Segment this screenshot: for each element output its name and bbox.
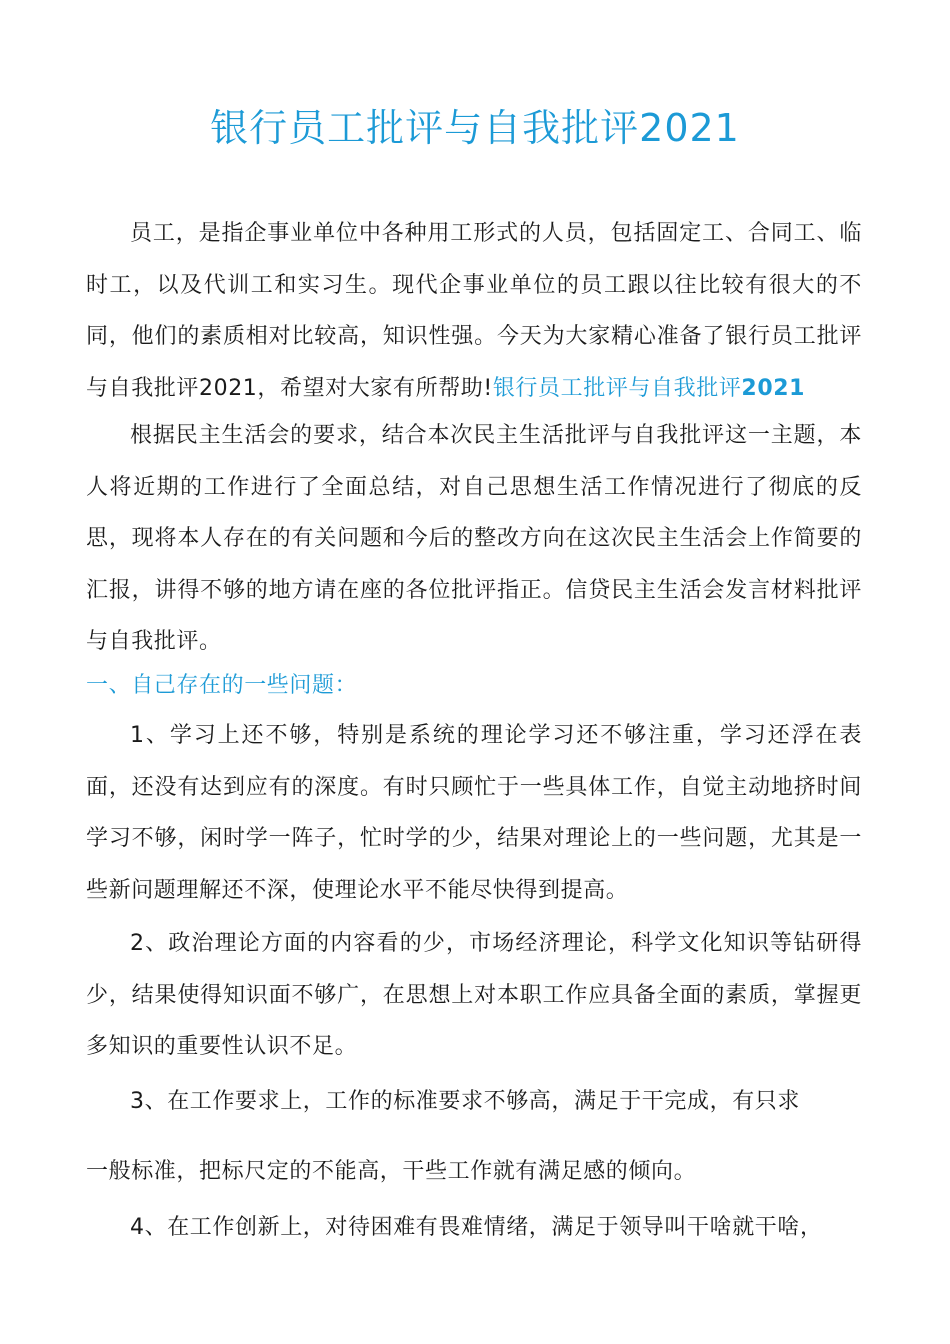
intro-link-year[interactable]: 2021 — [741, 375, 806, 401]
section-heading: 一、自己存在的一些问题： — [86, 673, 358, 698]
document-title: 银行员工批评与自我批评2021 — [210, 106, 740, 150]
paragraph-summary: 根据民主生活会的要求，结合本次民主生活批评与自我批评这一主题，本人将近期的工作进行了全面总结，对自己思想生活工作情况进行了彻底的反思，现将本人存在的有关问题和今后的整改方向在这次民主生活会上作简要的汇报，讲得不够的地方请在座的各位批评指正。信贷民主生活会发言材料批评与自我批评。 — [86, 423, 862, 654]
intro-text: 员工，是指企事业单位中各种用工形式的人员，包括固定工、合同工、临时工，以及代训工和实习生。现代企事业单位的员工跟以往比较有很大的不同，他们的素质相对比较高，知识性强。今天为大家精心准备了银行员工批评与自我批评2021，希望对大家有所帮助! — [86, 221, 862, 401]
list-item-2: 2、政治理论方面的内容看的少，市场经济理论，科学文化知识等钻研得少，结果使得知识面不够广，在思想上对本职工作应具备全面的素质，掌握更多知识的重要性认识不足。 — [86, 931, 862, 1059]
list-item-3-line-1: 3、在工作要求上，工作的标准要求不够高，满足于干完成，有只求 — [130, 1089, 800, 1114]
intro-paragraph — [86, 208, 862, 414]
list-item-1: 1、学习上还不够，特别是系统的理论学习还不够注重，学习还浮在表面，还没有达到应有的深度。有时只顾忙于一些具体工作，自觉主动地挤时间学习不够，闲时学一阵子，忙时学的少，结果对理论上的一些问题，尤其是一些新问题理解还不深，使理论水平不能尽快得到提高。 — [86, 723, 862, 903]
intro-link[interactable]: 银行员工批评与自我批评 — [492, 375, 742, 401]
list-item-3-line-2: 一般标准，把标尺定的不能高，干些工作就有满足感的倾向。 — [86, 1159, 697, 1184]
list-item-4-line-1: 4、在工作创新上，对待困难有畏难情绪，满足于领导叫干啥就干啥， — [130, 1215, 823, 1240]
